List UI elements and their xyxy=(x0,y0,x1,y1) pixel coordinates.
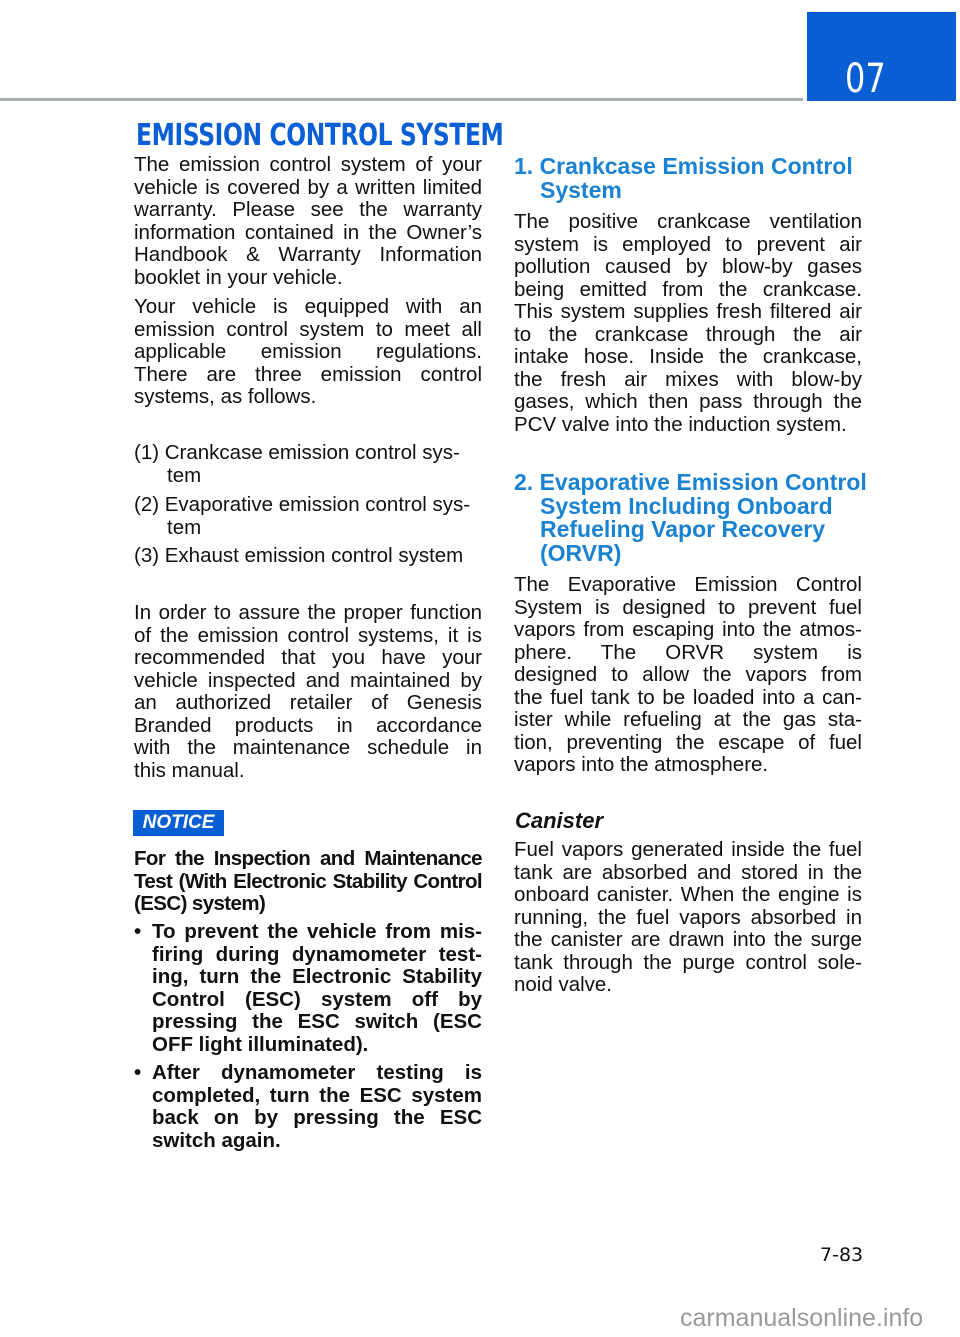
text-line: vapors into the atmosphere. xyxy=(514,753,769,776)
text-line: emission control system to meet all xyxy=(134,317,482,341)
text-line: (ORVR) xyxy=(540,539,622,566)
text-line: intake hose. Inside the crankcase, xyxy=(514,345,862,368)
bullet-icon: • xyxy=(134,1061,142,1084)
chapter-number: 07 xyxy=(845,56,886,102)
heading-evaporative xyxy=(514,469,867,566)
text-line: Fuel vapors generated inside the fuel xyxy=(514,838,862,861)
heading-crankcase xyxy=(514,155,862,202)
text-line: noid valve. xyxy=(514,973,613,996)
text-line: 2. Evaporative Emission Control xyxy=(514,469,867,495)
text-line: vapors from escaping into the atmos- xyxy=(514,618,862,641)
text-line: gases, which then pass through the xyxy=(514,390,862,413)
text-line: To prevent the vehicle from mis- xyxy=(152,920,482,943)
text-line: There are three emission control xyxy=(134,362,482,386)
bullet-icon: • xyxy=(134,920,142,943)
canister-heading: Canister xyxy=(515,808,604,833)
text-line: the fuel tank to be loaded into a can- xyxy=(514,685,862,709)
list-item-crankcase xyxy=(134,442,482,487)
text-line: Your vehicle is equipped with an xyxy=(134,295,482,318)
list-line: (1) Crankcase emission control sys- xyxy=(134,441,460,464)
text-line: ing, turn the Electronic Stability xyxy=(152,965,482,988)
text-line: running, the fuel vapors absorbed in xyxy=(514,905,862,929)
text-line: back on by pressing the ESC xyxy=(152,1106,482,1129)
text-line: Control (ESC) system off by xyxy=(152,987,482,1011)
list-line: tem xyxy=(167,515,202,539)
list-line: tem xyxy=(167,463,202,487)
header-rule xyxy=(0,98,803,101)
chapter-tab xyxy=(807,12,956,101)
watermark: carmanualsonline.info xyxy=(680,1304,924,1332)
list-line: (2) Evaporative emission control sys- xyxy=(134,493,471,516)
crankcase-paragraph xyxy=(514,211,862,436)
text-line: Branded products in accordance xyxy=(134,713,482,737)
text-line: OFF light illuminated). xyxy=(152,1032,369,1056)
text-line: recommended that you have your xyxy=(134,646,482,669)
text-line: 1. Crankcase Emission Control xyxy=(514,153,853,179)
equipment-paragraph xyxy=(134,296,482,409)
text-line: being emitted from the crankcase. xyxy=(514,277,862,301)
text-line: (ESC) system) xyxy=(134,892,266,915)
text-line: phere. The ORVR system is xyxy=(514,640,862,664)
text-line: information contained in the Owner’s xyxy=(134,220,482,244)
text-line: onboard canister. When the engine is xyxy=(514,883,862,906)
text-line: warranty. Please see the warranty xyxy=(134,198,482,221)
list-line: (3) Exhaust emission control system xyxy=(134,544,464,567)
text-line: designed to allow the vapors from xyxy=(514,663,862,686)
text-line: booklet in your vehicle. xyxy=(134,265,343,289)
text-line: System xyxy=(540,176,622,203)
text-line: tion, preventing the escape of fuel xyxy=(514,730,862,754)
text-line: the fresh air mixes with blow-by xyxy=(514,367,862,391)
text-line: to the crankcase through the air xyxy=(514,322,862,346)
text-line: with the maintenance schedule in xyxy=(134,736,482,759)
text-line: In order to assure the proper function xyxy=(134,601,482,624)
text-line: vehicle is covered by a written limited xyxy=(134,175,482,199)
text-line: system is employed to prevent air xyxy=(514,232,862,256)
text-line: completed, turn the ESC system xyxy=(152,1083,482,1107)
text-line: The Evaporative Emission Control xyxy=(514,573,862,596)
text-line: an authorized retailer of Genesis xyxy=(134,691,482,714)
text-line: this manual. xyxy=(134,758,245,782)
text-line: The positive crankcase ventilation xyxy=(514,210,862,233)
text-line: tank are absorbed and stored in the xyxy=(514,860,862,884)
section-title: EMISSION CONTROL SYSTEM xyxy=(136,118,504,153)
notice-bullet-1 xyxy=(134,921,482,1056)
text-line: After dynamometer testing is xyxy=(152,1061,482,1084)
evaporative-paragraph xyxy=(514,574,862,777)
text-line: vehicle inspected and maintained by xyxy=(134,668,482,692)
text-line: of the emission control systems, it is xyxy=(134,623,482,647)
notice-heading xyxy=(134,848,482,916)
text-line: Test (With Electronic Stability Control xyxy=(134,869,482,893)
text-line: PCV valve into the induction system. xyxy=(514,412,847,436)
text-line: firing during dynamometer test- xyxy=(152,942,482,966)
list-item-evaporative xyxy=(134,494,482,539)
list-item-exhaust xyxy=(134,545,482,568)
text-line: For the Inspection and Maintenance xyxy=(134,847,482,870)
text-line: switch again. xyxy=(152,1128,281,1152)
text-line: applicable emission regulations. xyxy=(134,340,482,363)
bullet-text xyxy=(152,1062,482,1152)
page-number: 7-83 xyxy=(820,1244,864,1266)
intro-paragraph xyxy=(134,154,482,289)
text-line: System is designed to prevent fuel xyxy=(514,595,862,619)
text-line: pollution caused by blow-by gases xyxy=(514,255,862,278)
text-line: The emission control system of your xyxy=(134,153,482,176)
text-line: the canister are drawn into the surge xyxy=(514,928,862,951)
notice-bullet-2 xyxy=(134,1062,482,1152)
notice-badge: NOTICE xyxy=(133,810,224,836)
text-line: tank through the purge control sole- xyxy=(514,950,862,974)
text-line: pressing the ESC switch (ESC xyxy=(152,1010,482,1033)
text-line: Refueling Vapor Recovery xyxy=(540,516,826,542)
text-line: Handbook & Warranty Information xyxy=(134,243,482,266)
maintenance-paragraph xyxy=(134,602,482,782)
text-line: systems, as follows. xyxy=(134,385,317,408)
text-line: ister while refueling at the gas sta- xyxy=(514,708,862,731)
text-line: System Including Onboard xyxy=(540,492,833,519)
bullet-text xyxy=(152,921,482,1056)
canister-paragraph xyxy=(514,839,862,997)
text-line: This system supplies fresh filtered air xyxy=(514,300,862,323)
